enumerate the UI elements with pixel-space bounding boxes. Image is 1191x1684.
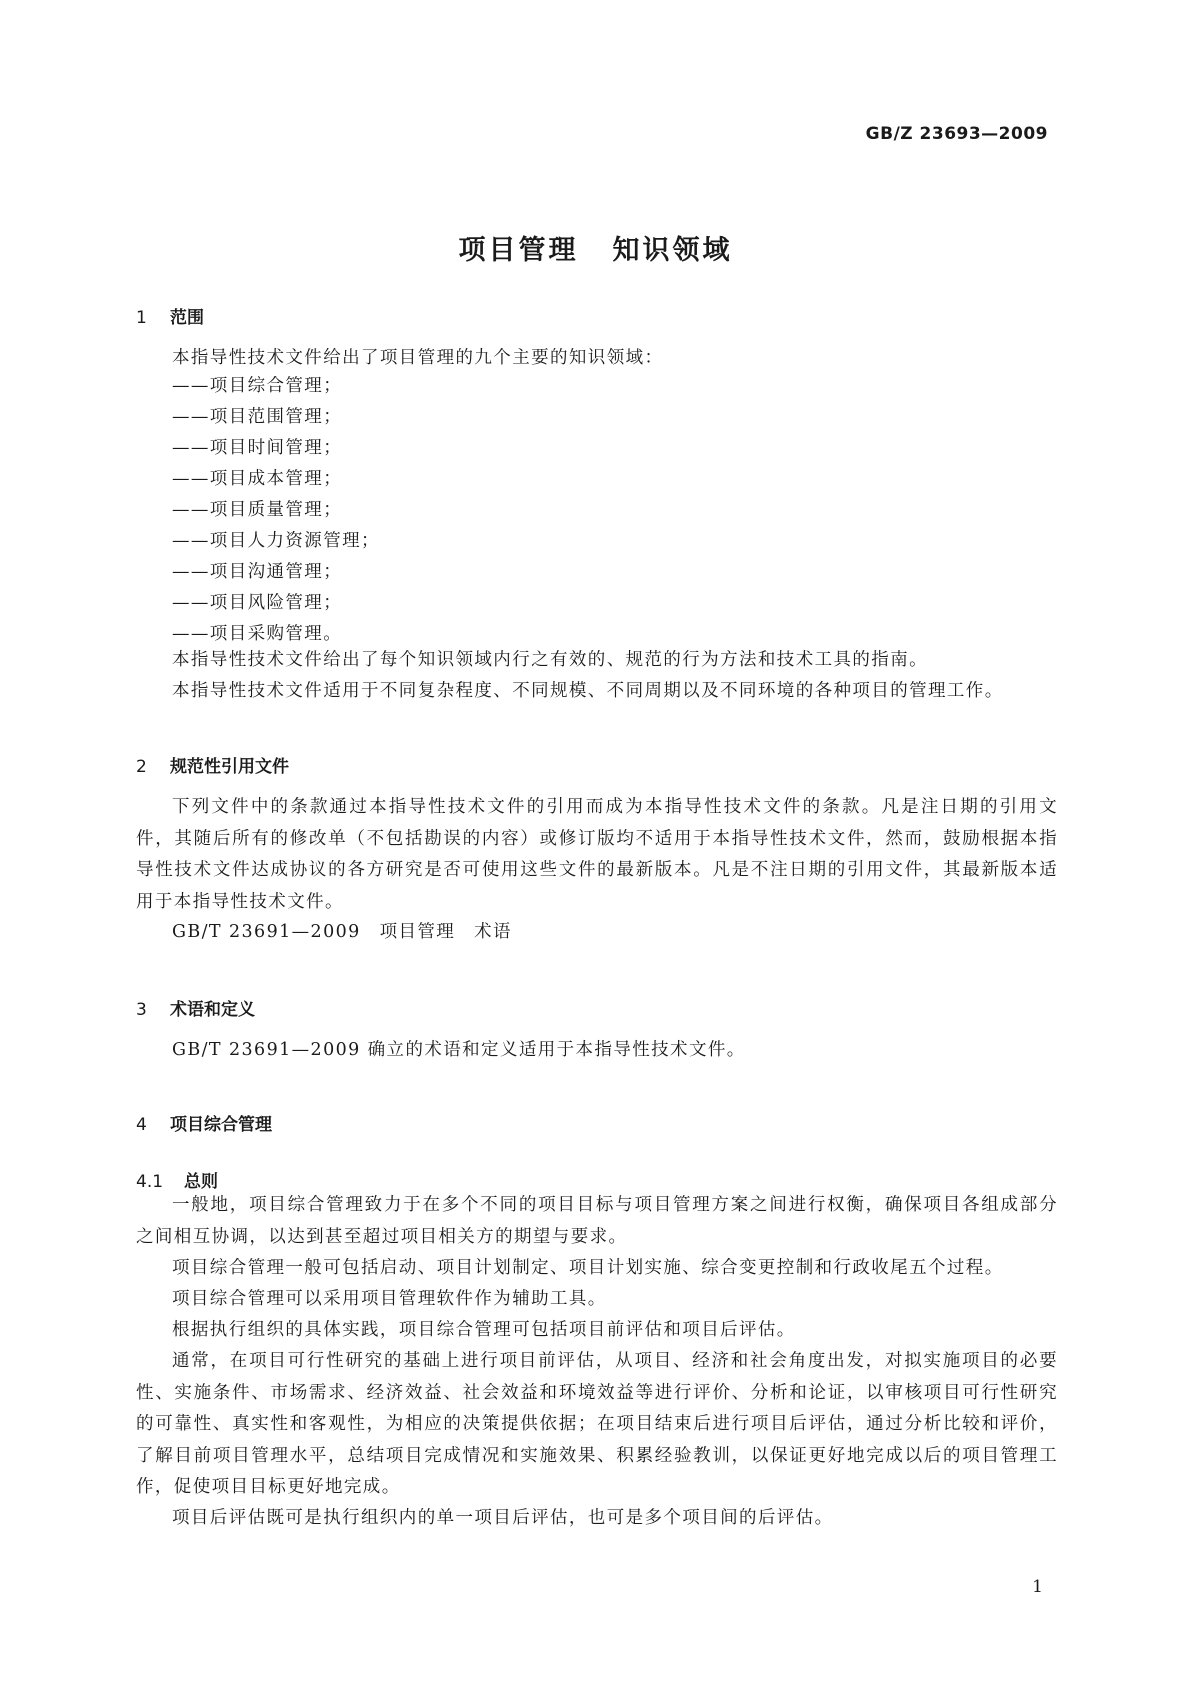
paragraph: GB/T 23691—2009 确立的术语和定义适用于本指导性技术文件。 [172,1040,746,1060]
list-item: ——项目综合管理； [172,376,343,396]
section-heading-4: 4 项目综合管理 [136,1115,272,1135]
paragraph: 根据执行组织的具体实践，项目综合管理可包括项目前评估和项目后评估。 [172,1320,796,1340]
subsection-heading-4-1: 4.1 总则 [136,1172,218,1192]
list-item: ——项目人力资源管理； [172,531,380,551]
reference-entry: GB/T 23691—2009 项目管理 术语 [172,922,512,942]
standard-code: GB/Z 23693—2009 [865,124,1048,144]
list-item: ——项目风险管理； [172,593,343,613]
paragraph: 本指导性技术文件给出了项目管理的九个主要的知识领域： [172,348,664,368]
page-number: 1 [1032,1577,1043,1597]
list-item: ——项目范围管理； [172,407,343,427]
section-heading-1: 1 范围 [136,308,204,328]
paragraph: 项目综合管理一般可包括启动、项目计划制定、项目计划实施、综合变更控制和行政收尾五个过程。 [172,1258,1004,1278]
list-item: ——项目采购管理。 [172,624,343,644]
paragraph: 本指导性技术文件适用于不同复杂程度、不同规模、不同周期以及不同环境的各种项目的管理工作。 [172,681,1004,701]
list-item: ——项目成本管理； [172,469,343,489]
paragraph: 下列文件中的条款通过本指导性技术文件的引用而成为本指导性技术文件的条款。凡是注日期的引用文件，其随后所有的修改单（不包括勘误的内容）或修订版均不适用于本指导性技术文件，然而，鼓励根据本指导性技术文件达成协议的各方研究是否可使用这些文件的最新版本。凡是不注日期的引用文件，其最新版本适用于本指导性技术文件。 [136,797,1058,912]
document-title [0,228,1191,267]
paragraph: 通常，在项目可行性研究的基础上进行项目前评估，从项目、经济和社会角度出发，对拟实施项目的必要性、实施条件、市场需求、经济效益、社会效益和环境效益等进行评价、分析和论证，以审核项目可行性研究的可靠性、真实性和客观性，为相应的决策提供依据；在项目结束后进行项目后评估，通过分析比较和评价，了解目前项目管理水平，总结项目完成情况和实施效果、积累经验教训，以保证更好地完成以后的项目管理工作，促使项目目标更好地完成。 [136,1351,1058,1497]
paragraph: 项目后评估既可是执行组织内的单一项目后评估，也可是多个项目间的后评估。 [172,1508,834,1528]
section-heading-3: 3 术语和定义 [136,1000,255,1020]
list-item: ——项目时间管理； [172,438,343,458]
title-part-1: 项目管理 [458,235,579,266]
list-item: ——项目质量管理； [172,500,343,520]
title-part-2: 知识领域 [612,235,733,266]
list-item: ——项目沟通管理； [172,562,343,582]
section-heading-2: 2 规范性引用文件 [136,757,289,777]
paragraph: 一般地，项目综合管理致力于在多个不同的项目目标与项目管理方案之间进行权衡，确保项目各组成部分之间相互协调，以达到甚至超过项目相关方的期望与要求。 [136,1195,1058,1247]
paragraph: 项目综合管理可以采用项目管理软件作为辅助工具。 [172,1289,607,1309]
paragraph: 本指导性技术文件给出了每个知识领域内行之有效的、规范的行为方法和技术工具的指南。 [172,650,928,670]
